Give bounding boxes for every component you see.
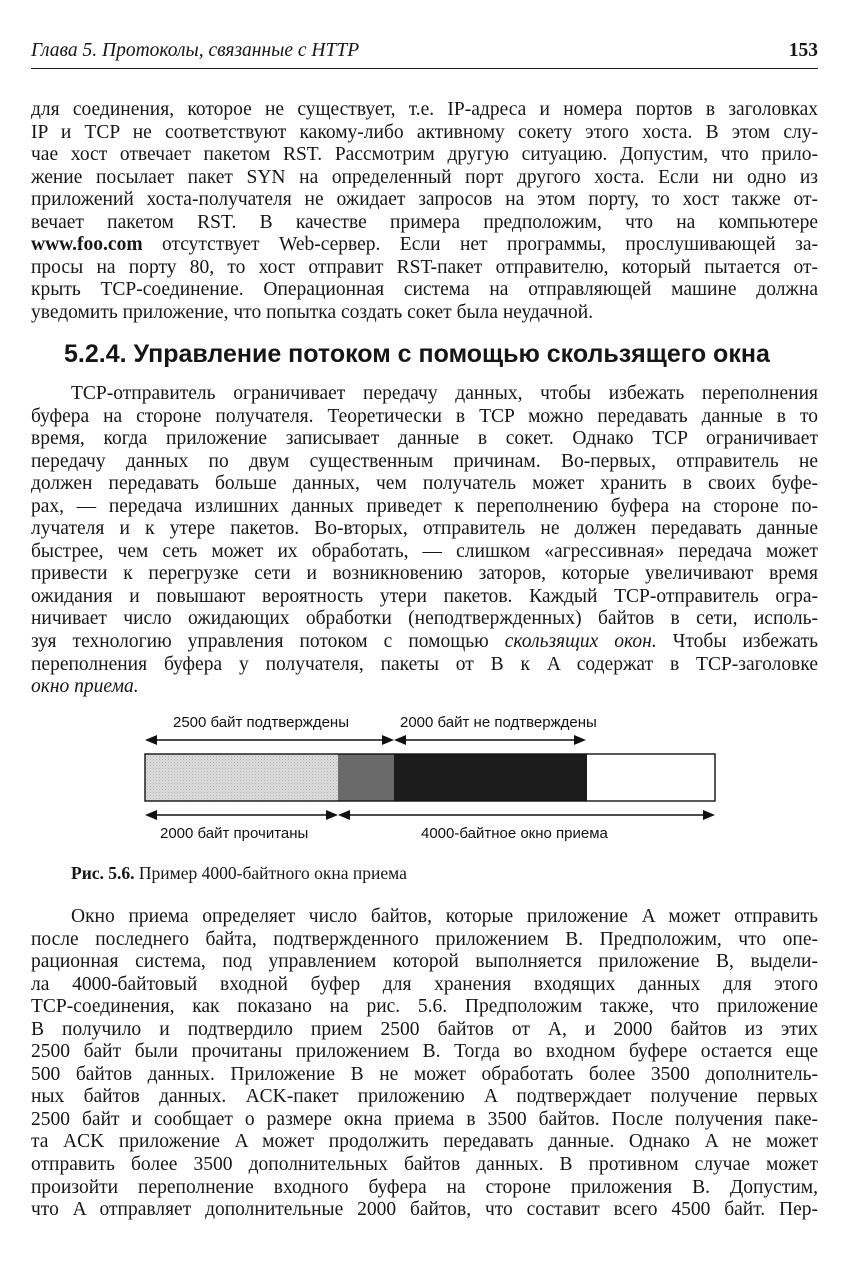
segment-acknowledged-unread	[338, 754, 394, 801]
text-line: та ACK приложение A может продолжить передавать данные. Однако A не может	[31, 1131, 818, 1153]
text-line: приложений хоста-получателя не ожидает запросов на этом порту, то хост также от-	[31, 189, 818, 211]
text-line: IP и TCP не соответствуют какому-либо активному сокету этого хоста. В этом слу-	[31, 121, 818, 143]
text-line: должен передавать больше данных, чем получатель может хранить в своих буфе-	[31, 473, 818, 495]
label-acknowledged: 2500 байт подтверждены	[173, 714, 349, 731]
text-line: произойти переполнение входного буфера на стороне приложения B. Допустим,	[31, 1176, 818, 1198]
text-line: что A отправляет дополнительные 2000 байтов, что составит всего 4500 байт. Пер-	[31, 1199, 818, 1221]
label-read: 2000 байт прочитаны	[160, 825, 309, 842]
chapter-title: Глава 5. Протоколы, связанные с HTTP	[31, 40, 360, 61]
text-run: зуя технологию управления потоком с помощью	[31, 631, 505, 653]
text-line: для соединения, которое не существует, т.е. IP-адреса и номера портов в заголовках	[31, 99, 818, 120]
arrowhead-left	[394, 735, 406, 745]
text-line: ла 4000-байтовый входной буфер для хранения входящих данных для этого	[31, 973, 818, 995]
text-line: лучателя и к утере пакетов. Во-вторых, отправитель не должен передавать данные	[31, 518, 818, 540]
text-line: передачу данных по двум существенным причинам. Во-первых, отправитель не	[31, 450, 818, 472]
text-line: 2500 байт и сообщает о размере окна приема в 3500 байтов. После получения паке-	[31, 1108, 818, 1130]
term-italic: окно приема.	[31, 676, 139, 698]
segment-read	[145, 754, 338, 801]
text-line: отправить более 3500 дополнительных байтов данных. В противном случае может	[31, 1154, 818, 1176]
text-line: переполнения буфера у получателя, пакеты от B к A содержат в TCP-заголовке	[31, 653, 818, 675]
text-line: 2500 байт были прочитаны приложением B. Тогда во входном буфере остается еще	[31, 1041, 818, 1063]
text-line: ожидания и повышают вероятность утери пакетов. Каждый TCP-отправитель огра-	[31, 585, 818, 607]
caption-label: Рис. 5.6.	[71, 863, 135, 883]
text-line: после последнего байта, подтвержденного приложением B. Предположим, что опе-	[31, 928, 818, 950]
text-line: жение посылает пакет SYN на определенный порт другого хоста. Если ни одно из	[31, 166, 818, 188]
label-window: 4000-байтное окно приема	[421, 825, 608, 842]
text-line: вечает пакетом RST. В качестве примера предположим, что на компьютере	[31, 211, 818, 233]
arrowhead-right	[703, 810, 715, 820]
text-line: привести к перегрузке сети и возникновению заторов, которые увеличивают время	[31, 563, 818, 585]
text-line: рах, — передача излишних данных приведет к переполнению буфера на стороне по-	[31, 495, 818, 517]
text-run: Чтобы избежать	[656, 631, 818, 653]
text-line: Окно приема определяет число байтов, которые приложение A может отправить	[71, 906, 818, 927]
arrowhead-right	[574, 735, 586, 745]
text-line: чае хост отвечает пакетом RST. Рассмотрим другую ситуацию. Допустим, что прило-	[31, 144, 818, 166]
text-run: отсутствует Web-сервер. Если нет программы, прослушивающей за-	[142, 234, 818, 256]
segment-unacknowledged	[394, 754, 587, 801]
arrowhead-right	[326, 810, 338, 820]
hostname-bold: www.foo.com	[31, 234, 143, 256]
arrowhead-left	[338, 810, 350, 820]
text-line: 500 байтов данных. Приложение B не может обработать более 3500 дополнитель-	[31, 1063, 818, 1085]
text-line: B получило и подтвердило прием 2500 байтов от A, и 2000 байтов из этих	[31, 1018, 818, 1040]
term-italic: скользящих окон.	[504, 631, 657, 653]
text-line: буфера на стороне получателя. Теоретически в TCP можно передавать данные в то	[31, 405, 818, 427]
caption-text: Пример 4000-байтного окна приема	[134, 863, 407, 883]
page-number: 153	[788, 40, 818, 61]
text-line: просы на порту 80, то хост отправит RST-пакет отправителю, который пытается от-	[31, 256, 818, 278]
section-heading: 5.2.4. Управление потоком с помощью скользящего окна	[64, 340, 770, 368]
text-line: крыть TCP-соединение. Операционная система на отправляющей машине должна	[31, 279, 818, 301]
text-line: время, когда приложение записывает данные в сокет. Однако TCP ограничивает	[31, 428, 818, 450]
arrowhead-left	[145, 810, 157, 820]
label-unacknowledged: 2000 байт не подтверждены	[400, 714, 597, 731]
text-line: TCP-соединения, как показано на рис. 5.6. Предположим также, что приложение	[31, 996, 818, 1018]
text-line: TCP-отправитель ограничивает передачу данных, чтобы избежать переполнения	[71, 383, 818, 404]
text-line: ничивает число ожидающих обработки (неподтвержденных) байтов в сети, исполь-	[31, 608, 818, 630]
text-line: быстрее, чем сеть может их обработать, — слишком «агрессивная» передача может	[31, 540, 818, 562]
text-line: уведомить приложение, что попытка создать сокет была неудачной.	[31, 301, 594, 323]
segment-free-space	[587, 754, 715, 801]
paragraph-window-example	[31, 906, 818, 1222]
text-line: ных байтов данных. ACK-пакет приложению A подтверждает получение первых	[31, 1086, 818, 1108]
arrowhead-right	[382, 735, 394, 745]
figure-caption	[71, 863, 407, 883]
text-line: рационная система, под управлением которой выполняется приложение B, выдели-	[31, 951, 818, 973]
arrowhead-left	[145, 735, 157, 745]
